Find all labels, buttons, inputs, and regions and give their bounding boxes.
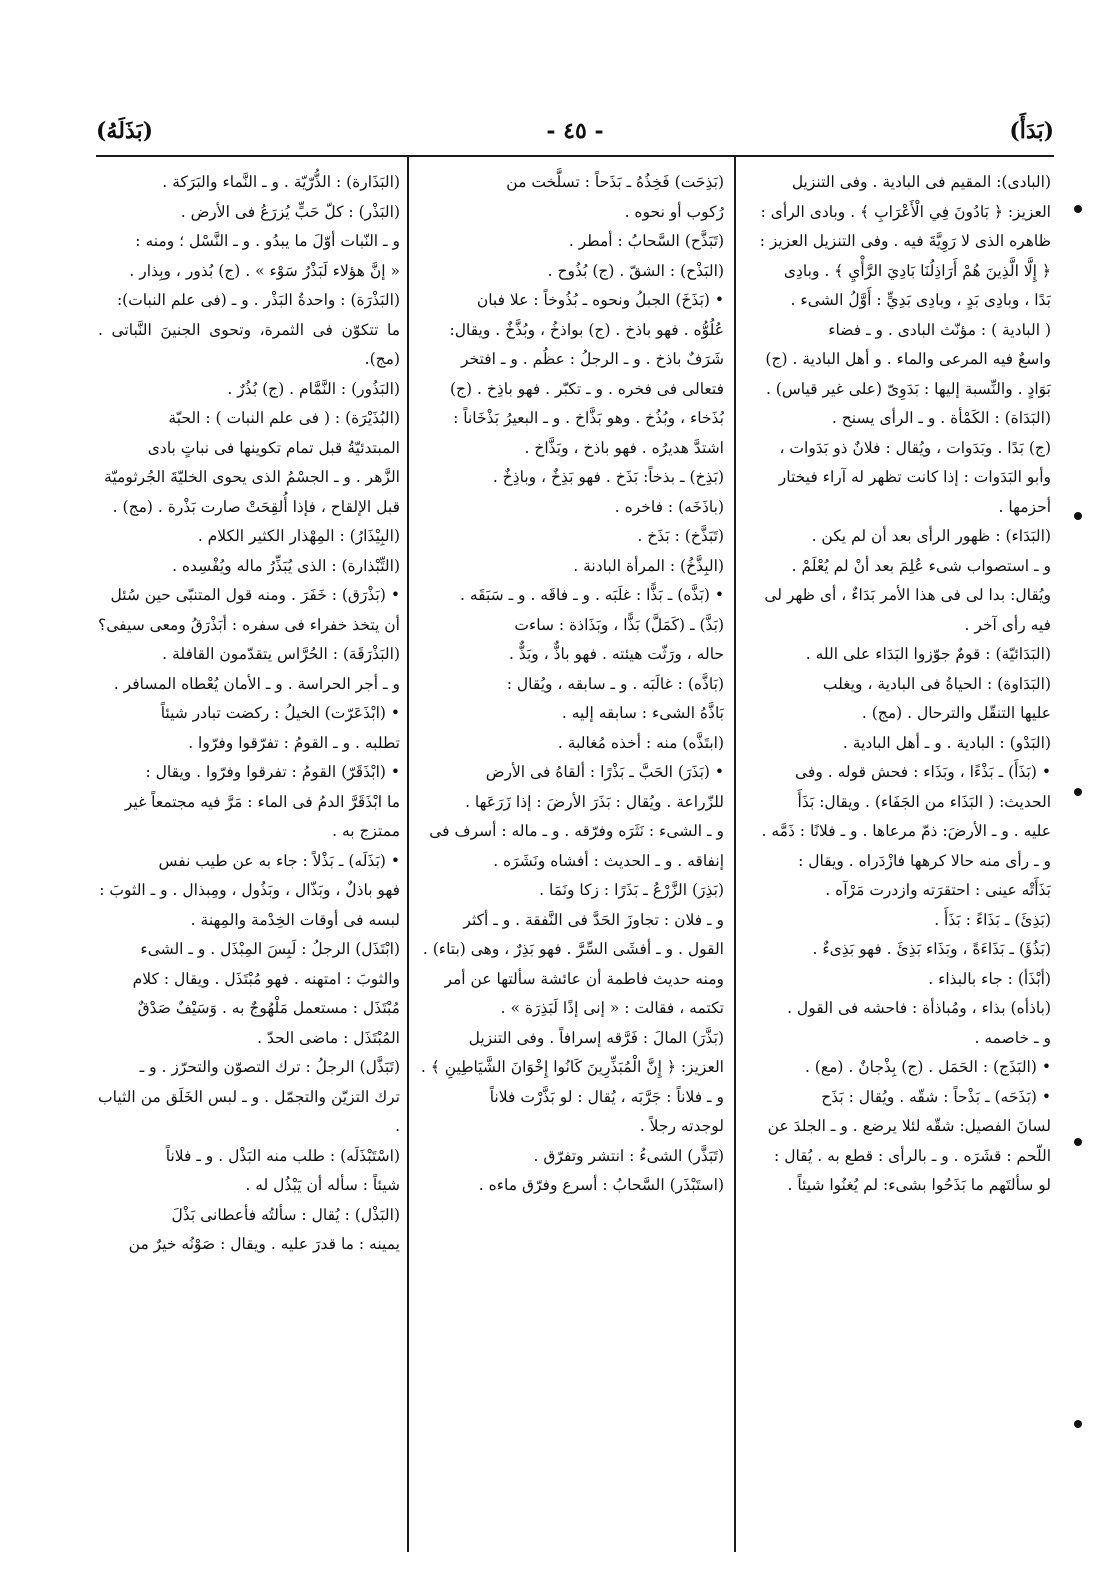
entry-line: بُذَخاء ، وبُذُخ . وهو بَذَّاخ . و ـ البعيرُ بَذْخَاناً : [453,409,724,427]
entry-line: و ـ خاصمه . [974,1028,1051,1047]
column-divider [407,157,409,1552]
entry-line: فهو باذلٌ ، وبَذّال ، وبَذُول ، ومِبذال . و ـ الثوبَ : [99,881,400,899]
entry-line: (بَذُؤَ) ـ بَذَاءَةً ، وبَذَاء بَذِئَ . فهو بَذِىءٌ . [812,940,1051,958]
margin-mark [1074,512,1082,520]
entry-line: قبل الإلقاح ، فإذا أُلقِحَتْ صارت بَذْرة . (مج) . [112,497,400,516]
entry-line: و ـ فلاناً : جَرَّبَه ، يُقال : لو بَذَّرْت فلاناً [489,1087,724,1106]
entry-line: (البَذْل) : يُقال : سألتُه فأعطانى بَذْلَ [171,1205,400,1224]
entry-line: (البَذْر) : كلّ حَبٍّ يُزرَعُ فى الأرض . [180,202,400,221]
left-running-headword: (بَذَلَهُ) [96,118,153,144]
entry-line: عُلُوُّه . فهو باذخ . (ج) بواذخُ ، وبُذَّخٌ . ويقال: [449,320,724,339]
entry-line: (اسْتَبْذَلَه) : طلب منه البَذْل . و ـ فلاناً [165,1146,400,1165]
margin-mark [1074,1138,1082,1146]
entry-line: بَدًا ، وبادِى بَدٍ ، وبادِى بَدِيٍّ : أَوَّلُ الشىء . [790,291,1051,309]
entry-line: فيه رأى آخر . [964,615,1051,634]
entry-line: (البَدَاة) : الكَمْأة . و ـ الرأى يسنح . [831,409,1051,427]
entry-line: (البَدَاء) : ظهور الرأى بعد أن لم يكن . [811,527,1051,545]
entry-line: للزّراعة . ويُقال : بَذَرَ الأرضَ : إذا زَرَعَها . [465,792,724,811]
entry-line: • (البَذَج) : الحَمَل . (ج) بِذْجانٌ . (مع) . [804,1058,1051,1076]
entry-line: (بَذِخ) ـ بذخاً: بَذَخ . فهو بَذِخٌ ، وباذِخٌ . [492,468,724,486]
margin-mark [1074,788,1082,796]
entry-line: (أبْذَأ) : جاء بالبذاء . [928,969,1051,988]
entry-line: (البَذَارة) : الذُّرّيّة . و ـ النَّماء والبَرَكة . [162,173,400,191]
entry-line: ممتزج به . [332,822,400,840]
entry-line: العزيز: ﴿ إِنَّ الْمُبَذِّرِينَ كَانُوا إِخْوَانَ الشَّيَاطِينِ ﴾ . [420,1058,724,1076]
entry-line: (بَذِرَ) الزَّرْعُ ـ بَذَرًا : زكا ونَمَا . [539,881,724,899]
entry-line: ما تتكوّن فى الثمرة، وتحوى الجنينَ النَّباتى . (مج). [98,320,400,368]
entry-line: (ابتَذَّه) منه : أخذه مُغالبة . [557,733,724,752]
entry-line: • (بَذَرَ) الحَبَّ ـ بَذْرًا : ألقاهُ فى الأرض [485,763,724,781]
entry-line: أحزمها . [998,497,1051,516]
entry-line: (تَبَذَّح) السَّحابُ : أمطر . [568,232,724,250]
entry-line: بَاذَّهُ الشىء : سابقه إليه . [561,704,724,722]
entry-line: لبسه فى أوقات الخِدْمة والمِهنة . [190,910,400,929]
entry-line: • (بَذَأَ) ـ بَذْءًا ، وبَذَاء : فحش قوله . وفى [795,763,1051,781]
entry-line: (بَذِئَ) ـ بَذَاءً : بَذَأَ . [934,910,1051,929]
entry-line: الزَّهر . و ـ الجسْمُ الذى يحوى الخليّةَ الجُرثوميّة [104,468,400,486]
entry-line: • (بَذْرَق) : خَفَرَ . ومنه قول المتنبّى حين سُئل [110,586,400,604]
entry-line: وأبو البَدَوات : إذا كانت تظهر له آراء فيختار [778,468,1051,486]
entry-line: بَوَادٍ . والنِّسبة إليها : بَدَوِىّ (على غير قياس) . [765,379,1051,398]
entry-line: بَذَأَتْه عينى : احتقرَته وازدرت مَرْآه . [825,881,1051,899]
entry-line: العزيز: ﴿ بَادُونَ فِي الْأَعْرَابِ ﴾ . وبادى الرأى : [760,202,1051,221]
entry-line: (البِيْذَارُ) : المِهْذار الكثير الكلام . [197,527,400,545]
entries-column-left [98,168,400,1553]
entry-line: شيئاً : سأله أن يَبْذُل له . [245,1176,400,1194]
entry-line: والثوبَ : امتهنه . فهو مُبْتَذَل . ويقال : كلام [132,969,400,988]
entry-line: واسعٌ فيه المرعى والماء . و أهل البادية . (ج) [765,350,1051,368]
entry-line: (البَذْح) : الشقّ . (ج) بُذُوح . [547,261,724,280]
entry-line: (البُذَيْرَة) : ( فى علم النبات ) : الحبّة [168,409,400,427]
entry-line: و ـ فلان : تجاوزَ الحَدَّ فى النَّفقة . و ـ أكثر [463,910,724,929]
entry-line: ( البادية ) : مؤنّث البادى . و ـ فضاء [828,320,1051,339]
entry-line: اللّحم : قشَرَه . و ـ بالرأى : قطع به . يُقال : [774,1146,1051,1165]
entry-line: لوجدته رجلاً . [639,1117,724,1135]
entry-line: المُبْتَذَل : ماضى الحدّ . [257,1028,400,1047]
entry-line: (استَبْذَر) السَّحابُ : أسرع وفرّق ماءه . [478,1176,724,1194]
entry-line: و ـ النّبات أوّلَ ما يبدُو . و ـ النَّسْل ؛ ومنه : [135,232,400,250]
entry-line: يمينه : ما قدرَ عليه . ويقال : صَوْنُه خيرٌ من [128,1235,400,1253]
page-header [96,112,1054,152]
entry-line: ظاهره الذى لا رَوِيَّةَ فيه . وفى التنزيل العزيز : [759,232,1051,250]
entry-line: ما ابْذَقَرَّ الدمُ فى الماء : مَرَّ فيه مجتمعاً غير [124,792,400,811]
entry-line: (تَبَذَّخ) : بَذَخ . [637,527,724,545]
entry-line: (البَدَائيّة) : قومٌ جوّزوا البَدَاء على الله . [805,645,1051,663]
entry-line: (البِذَّخُ) : المرأة البادنة . [573,556,724,575]
entry-line: المبتدئيّةُ قبل تمام تكوينها فى نباتٍ بادى [147,438,400,457]
entry-line: شَرَفٌ باذخ . و ـ الرجلُ : عظُم . و ـ افتخر [460,350,724,368]
entries-column-right [745,168,1051,1553]
entry-line: ومنه حديث فاطمة أن عائشة سألتها عن أمر [444,969,724,988]
entry-line: و ـ استصواب شىء عُلِمَ بعد أنْ لم يُعْلَمْ . [791,556,1051,575]
entry-line: (بَذَّ) ـ (كَمَلَّ) بَذًّا ، وبَذَاذة : ساءت [514,615,724,634]
entry-line: (البادى): المقيم فى البادية . وفى التنزيل [791,173,1051,191]
entry-line: • (بَذَّه) ـ بَذًّا : غلَبَه . و ـ فاقَه . و ـ سَبَقَه . [459,586,724,604]
entry-line: و ـ الشىء : نَثَرَه وفرّقه . و ـ ماله : أسرف فى [429,822,724,840]
entry-line: (بَاذَّه) : غالَبَه . و ـ سابقه ، ويُقال : [506,674,724,693]
entry-line: (البَدْو) : البادية . و ـ أهل البادية . [842,733,1051,752]
entry-line: أن يتخذ خفراء فى سفره : أبَذْرَقُ ومعى سيفى؟ [98,615,400,634]
entry-line: (تَبَذَّر) الشىءُ : انتشر وتفرّق . [533,1146,724,1165]
entry-line: ترك التزيّن والتجمّل . و ـ لبس الخَلَق من الثياب . [98,1087,400,1135]
entry-line: (ج) بَدًا . وبَدَوات ، ويُقال : فلانٌ ذو بَدَوات ، [779,438,1051,457]
entry-line: مُبْتَذَل : مستعمل مَلْهُوجٌ به . وَسَيْفٌ صَدْقٌ [137,999,400,1017]
entry-line: (بَذِحَت) فَخِذُهُ ـ بَذَحاً : تسلَّخت من [506,173,724,191]
entry-line: • (بَذَخَ) الجبلُ ونحوه ـ بُذُوخاً : علا فبان [476,291,724,309]
entry-line: عليه . و ـ الأرضَ: ذمّ مرعاها . و ـ فلانًا : ذَمَّه . [761,822,1051,840]
entry-line: (باذأه) بذاء ، ومُباذأة : فاحشه فى القول . [787,999,1051,1017]
entry-line: ﴿ إِلَّا الَّذِينَ هُمْ أَرَاذِلُنَا بَادِيَ الرَّأْيِ ﴾ . وبادِى [783,261,1051,280]
entry-line: (البَذْرَقَة) : الحُرَّاس يتقدّمون القافلة . [162,645,400,663]
entry-line: تطلبه . و ـ القومُ : تفرّقوا وفرّوا . [188,733,400,752]
entry-line: « إنَّ هؤلاء لَبَذْرُ سَوْء » . (ج) بُذور ، وبِذار . [129,261,400,280]
entry-line: (بَذَّرَ) المالَ : فَرَّقه إسرافاً . وفى التنزيل [468,1028,724,1047]
entries-column-middle [418,168,724,1553]
entry-line: • (ابْذَعَرّت) الخيلُ : ركضت تبادر شيئاً [160,704,400,722]
entry-line: و ـ أجر الحراسة . و ـ الأمان يُعْطاه المسافر . [113,674,400,693]
entry-line: عليها التنقّل والترحال . (مج) . [861,704,1051,722]
entry-line: رُكوب أو نحوه . [624,202,724,221]
entry-line: القول . و ـ أفشَى السِّرَّ . فهو بَذِرٌ ، وهى (بتاء) . [422,940,724,958]
entry-line: (البَذُور) : النَّمَّام . (ج) بُذُرٌ . [227,379,400,398]
entry-line: إنفاقه . و ـ الحديث : أفشاه ونَشَرَه . [493,851,724,870]
entry-line: (باذَخَه) : فاخره . [614,497,724,516]
entry-line: ويُقال: بدا لى فى هذا الأمر بَدَاءٌ ، أى ظهر لى [764,586,1051,604]
entry-line: • (بَذَحَه) ـ بَذْحاً : شقّه . ويُقال : بَذَح [821,1087,1051,1106]
entry-line: (التِّبْذارة) : الذى يُبَذِّرُ ماله ويُفْسِده . [172,556,400,575]
entry-line: الحديث: ( البَذَاء من الجَفَاء) . ويقال: بَذَأَ [797,792,1051,811]
column-divider [734,157,736,1552]
entry-line: (البَدَاوة) : الحياةُ فى البادية ، ويغلب [822,674,1051,693]
entry-line: و ـ رأى منه حالا كرهها فازْدَراه . ويقال : [798,851,1051,870]
entry-line: • (بَذَلَه) ـ بَذْلاً : جاء به عن طيب نفس [158,851,400,870]
entry-line: لسانَ الفصيل: شقّه لئلا يرضع . و ـ الجلدَ عن [767,1117,1051,1135]
entry-line: (البَذْرَة) : واحدةُ البَذْر . و ـ (فى علم النبات): [116,291,400,309]
entry-line: لو سألتَهم ما بَذَحُوا بشىء: لم يُغنُوا شيئاً . [787,1176,1051,1194]
entry-line: تكتمه ، فقالت : « إنى إذًا لَبَذِرَة » . [500,999,724,1017]
header-rule [96,155,1054,157]
entry-line: اشتدَّ هديرُه . فهو باذخ ، وبَذَّاخ . [524,438,724,457]
entry-line: فتعالى فى فخره . و ـ تكبّر . فهو باذِخ . (ج) [449,379,724,398]
page-number: - ٤٥ - [546,118,604,144]
entry-line: (تَبَذَّل) الرجلُ : ترك التصوّن والتحرّز . و ـ [139,1058,400,1076]
entry-line: • (ابْذَقَرّ) القومُ : تفرقوا وفرّوا . ويقال : [145,763,400,781]
margin-mark [1074,205,1082,213]
entry-line: حاله ، ورَثّت هيئته . فهو باذٌّ ، وبَذٌّ . [509,645,724,663]
right-running-headword: (بَدَأَ) [1009,118,1054,144]
margin-mark [1074,1420,1082,1428]
entry-line: (ابْتَذَل) الرجلُ : لَبِسَ المِبْذَل . و ـ الشىء [140,940,400,958]
